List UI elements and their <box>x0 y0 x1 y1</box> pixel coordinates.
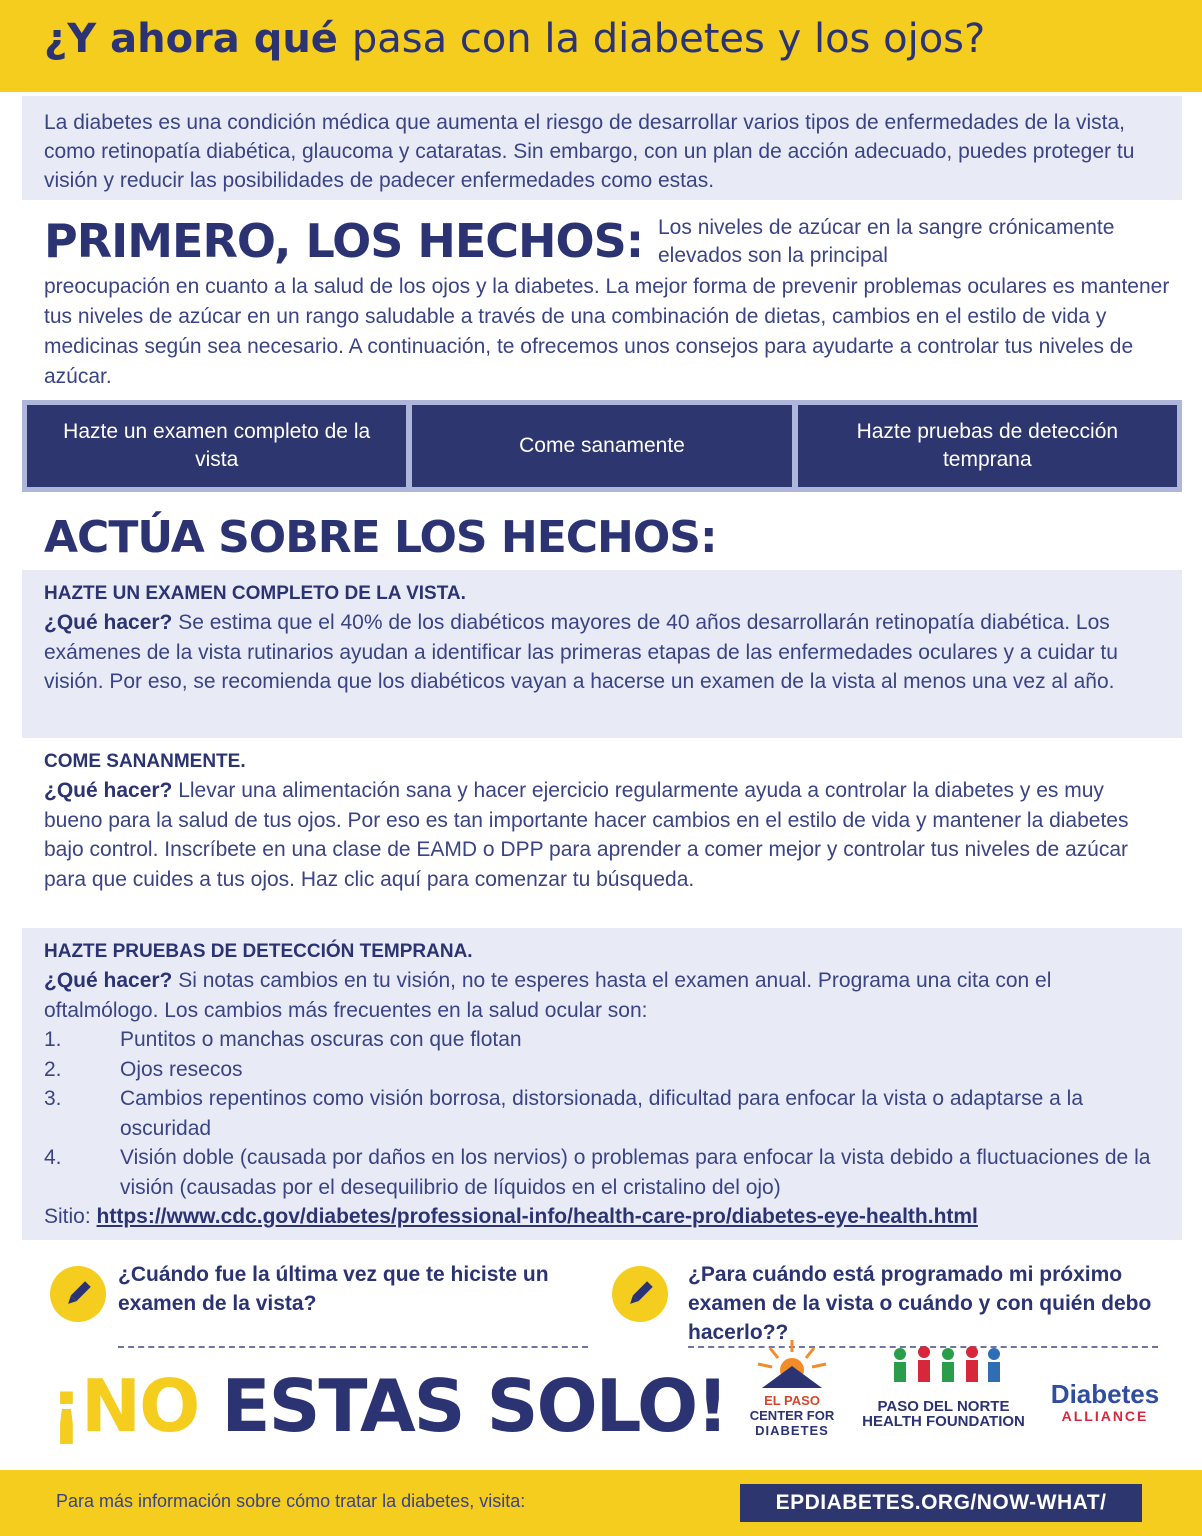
footer-url-link[interactable]: EPDIABETES.ORG/NOW-WHAT/ <box>740 1484 1142 1522</box>
facts-side-text: Los niveles de azúcar en la sangre crónicamente elevados son la principal <box>658 216 1115 267</box>
section-text <box>44 776 1160 894</box>
section-early-screening <box>22 928 1182 1240</box>
section-title: COME SANANMENTE. <box>44 751 246 772</box>
not-alone-slogan: ¡NO ESTAS SOLO! <box>50 1364 728 1448</box>
intro-text: La diabetes es una condición médica que aumenta el riesgo de desarrollar varios tipos de enfermedades de la vista, como retinopatía diabética, glaucoma y cataratas. Sin embargo, con un plan de acción adecuado, puedes proteger tu visión y reducir las posibilidades de padecer enfermedades como estas. <box>44 111 1135 192</box>
tips-row <box>22 400 1182 492</box>
paso-del-norte-logo: PASO DEL NORTE HEALTH FOUNDATION <box>856 1344 1031 1429</box>
pencil-icon <box>50 1266 106 1322</box>
list-item: 1. Puntitos o manchas oscuras con que flotan <box>44 1028 522 1051</box>
sun-mountain-icon <box>752 1336 832 1388</box>
what-to-do-label: ¿Qué hacer? <box>44 611 173 634</box>
source-label: Sitio: <box>44 1205 97 1228</box>
title-bold: ¿Y ahora qué <box>44 16 338 62</box>
question-next-exam: ¿Para cuándo está programado mi próximo examen de la vista o cuándo y con quién debo hacerlo?? <box>688 1263 1152 1344</box>
title-rest: pasa con la diabetes y los ojos? <box>351 16 986 62</box>
people-icon <box>884 1344 1004 1394</box>
list-item: 4. Visión doble (causada por daños en los nervios) o problemas para enfocar la vista debido a fluctuaciones de la visión (causadas por el desequilibrio de líquidos en el cristalino del ojo) <box>44 1146 1151 1199</box>
tip-eye-exam[interactable]: Hazte un examen completo de la vista <box>27 405 406 487</box>
el-paso-center-logo: EL PASO CENTER FOR DIABETES <box>742 1336 842 1438</box>
what-to-do-label: ¿Qué hacer? <box>44 969 173 992</box>
act-heading: ACTÚA SOBRE LOS HECHOS: <box>44 512 717 563</box>
facts-body-text: preocupación en cuanto a la salud de los ojos y la diabetes. La mejor forma de prevenir problemas oculares es mantener tus niveles de azúcar en un rango saludable a través de una combinación de dietas, cambios en el estilo de vida y medicinas según sea necesario. A continuación, te ofrecemos unos consejos para ayudarte a controlar tus niveles de azúcar. <box>44 275 1170 388</box>
source-line <box>44 1202 1160 1232</box>
facts-heading: PRIMERO, LOS HECHOS: <box>44 214 644 268</box>
section-text <box>44 608 1160 697</box>
answer-line[interactable] <box>118 1346 588 1348</box>
section-body: Si notas cambios en tu visión, no te esperes hasta el examen anual. Programa una cita con el oftalmólogo. Los cambios más frecuentes en la salud ocular son: <box>44 969 1052 1022</box>
what-to-do-label: ¿Qué hacer? <box>44 779 173 802</box>
symptom-list <box>44 1025 1160 1202</box>
pencil-icon <box>612 1266 668 1322</box>
section-eye-exam <box>22 570 1182 738</box>
section-body: Llevar una alimentación sana y hacer ejercicio regularmente ayuda a controlar la diabetes y es muy bueno para la salud de tus ojos. Por eso es tan importante hacer cambios en el estilo de vida y mantener la diabetes bajo control. Inscríbete en una clase de EAMD o DPP para aprender a comer mejor y controlar tus niveles de azúcar para que cuides a tus ojos. Haz clic aquí para comenzar tu búsqueda. <box>44 779 1129 891</box>
list-item: 2. Ojos resecos <box>44 1057 243 1081</box>
question-last-exam: ¿Cuándo fue la última vez que te hiciste un examen de la vista? <box>118 1263 549 1315</box>
diabetes-alliance-logo: Diabetes ALLIANCE <box>1050 1379 1160 1424</box>
section-body: Se estima que el 40% de los diabéticos mayores de 40 años desarrollarán retinopatía diabética. Los exámenes de la vista rutinarios ayudan a identificar las primeras etapas de las enfermedades oculares y a cuidar tu visión. Por eso, se recomienda que los diabéticos vayan a hacerse un examen de la vista al menos una vez al año. <box>44 611 1118 693</box>
section-title: HAZTE PRUEBAS DE DETECCIÓN TEMPRANA. <box>44 941 473 962</box>
section-title: HAZTE UN EXAMEN COMPLETO DE LA VISTA. <box>44 583 466 604</box>
section-text <box>44 966 1160 1025</box>
source-link[interactable]: https://www.cdc.gov/diabetes/professional-info/health-care-pro/diabetes-eye-health.html <box>96 1205 978 1228</box>
section-eat-healthy <box>22 738 1182 928</box>
footer-text: Para más información sobre cómo tratar la diabetes, visita: <box>56 1491 526 1511</box>
intro-box <box>22 96 1182 200</box>
tip-eat-healthy[interactable]: Come sanamente <box>412 405 791 487</box>
tip-early-screening[interactable]: Hazte pruebas de detección temprana <box>798 405 1177 487</box>
list-item: 3. Cambios repentinos como visión borrosa, distorsionada, dificultad para enfocar la vista o adaptarse a la oscuridad <box>44 1087 1084 1140</box>
page-title <box>44 16 985 62</box>
